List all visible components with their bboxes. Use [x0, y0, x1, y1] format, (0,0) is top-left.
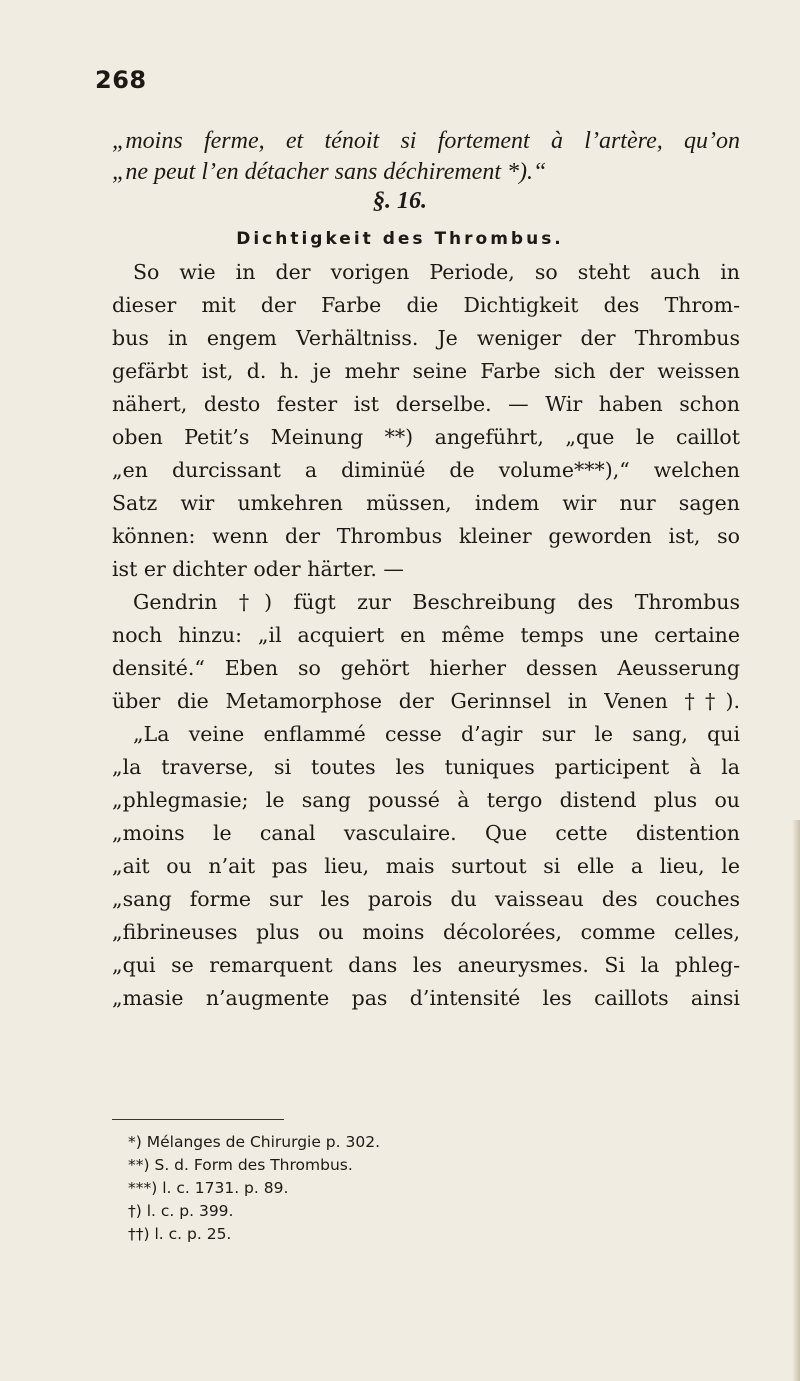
footnote: **) S. d. Form des Thrombus.: [128, 1156, 353, 1174]
text-line: dieser mit der Farbe die Dichtigkeit des Throm-: [112, 293, 740, 317]
text-line: „moins ferme, et ténoit si fortement à l’artère, qu’on: [112, 128, 740, 154]
text-line: Gendrin †) fügt zur Beschreibung des Thrombus: [133, 590, 740, 614]
text-line: nähert, desto fester ist derselbe. — Wir haben schon: [112, 392, 740, 416]
text-line: ist er dichter oder härter. —: [112, 557, 404, 581]
text-line: oben Petit’s Meinung **) angeführt, „que le caillot: [112, 425, 740, 449]
text-line: densité.“ Eben so gehört hierher dessen Aeusserung: [112, 656, 740, 680]
footnote: ††) l. c. p. 25.: [128, 1225, 232, 1243]
text-line: „la traverse, si toutes les tuniques participent à la: [112, 755, 740, 779]
text-line: „ait ou n’ait pas lieu, mais surtout si elle a lieu, le: [112, 854, 740, 878]
text-line: „fibrineuses plus ou moins décolorées, comme celles,: [112, 920, 740, 944]
page-edge-shadow: [792, 820, 800, 1381]
section-number: §. 16.: [373, 188, 427, 214]
text-line: noch hinzu: „il acquiert en même temps une certaine: [112, 623, 740, 647]
section-heading: Dichtigkeit des Thrombus.: [236, 229, 564, 249]
text-line: „qui se remarquent dans les aneurysmes. Si la phleg-: [112, 953, 740, 977]
text-line: „en durcissant a diminüé de volume***),“ welchen: [112, 458, 740, 482]
footnote: ***) l. c. 1731. p. 89.: [128, 1179, 289, 1197]
page-number: 268: [95, 66, 147, 94]
text-line: Satz wir umkehren müssen, indem wir nur sagen: [112, 491, 740, 515]
footnote: *) Mélanges de Chirurgie p. 302.: [128, 1133, 381, 1151]
text-line: können: wenn der Thrombus kleiner geworden ist, so: [112, 524, 740, 548]
footnote-rule: [112, 1119, 284, 1120]
text-line: über die Metamorphose der Gerinnsel in Venen ††).: [112, 689, 740, 713]
footnote: †) l. c. p. 399.: [128, 1202, 234, 1220]
text-line: gefärbt ist, d. h. je mehr seine Farbe sich der weissen: [112, 359, 740, 383]
text-line: „moins le canal vasculaire. Que cette distention: [112, 821, 740, 845]
text-line: „ne peut l’en détacher sans déchirement *).“: [112, 159, 547, 185]
text-line: So wie in der vorigen Periode, so steht auch in: [133, 260, 740, 284]
text-line: „La veine enflammé cesse d’agir sur le sang, qui: [133, 722, 740, 746]
text-line: „masie n’augmente pas d’intensité les caillots ainsi: [112, 986, 740, 1010]
text-line: „phlegmasie; le sang poussé à tergo distend plus ou: [112, 788, 740, 812]
text-line: „sang forme sur les parois du vaisseau des couches: [112, 887, 740, 911]
text-line: bus in engem Verhältniss. Je weniger der Thrombus: [112, 326, 740, 350]
